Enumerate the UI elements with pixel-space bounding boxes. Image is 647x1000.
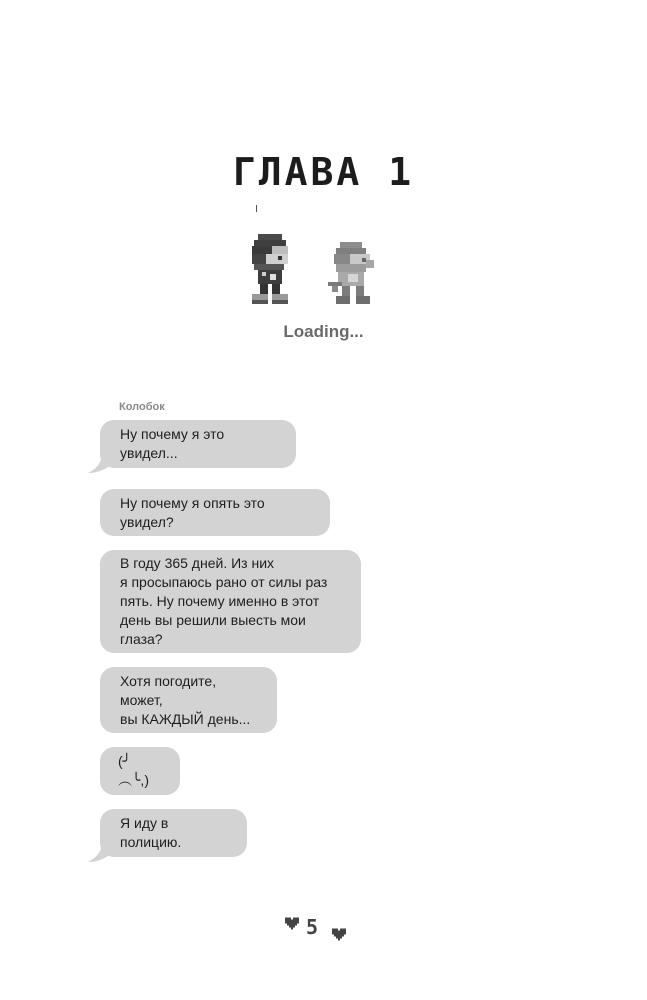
chat-bubble-text: (╯︵╰,) bbox=[118, 753, 149, 788]
chat-bubble bbox=[100, 489, 330, 536]
pixel-character-dark-icon bbox=[250, 234, 292, 310]
chapter-title: ГЛАВА 1 bbox=[232, 150, 415, 194]
chat-bubble-text: Ну почему я опять это увидел? bbox=[120, 494, 265, 530]
loading-label: Loading... bbox=[283, 322, 364, 341]
pixel-character-light-icon bbox=[326, 242, 378, 308]
chat-bubble bbox=[100, 809, 247, 857]
page-footer bbox=[0, 915, 647, 945]
divider-tick bbox=[256, 205, 257, 212]
chat-bubble bbox=[100, 747, 180, 795]
sender-name: Колобок bbox=[119, 401, 165, 413]
page-number: 5 bbox=[306, 915, 319, 939]
heart-icon bbox=[332, 928, 346, 941]
heart-icon bbox=[285, 917, 299, 930]
chat-bubble-text: В году 365 дней. Из них я просыпаюсь рано от силы раз пять. Ну почему именно в этот день вы решили выесть мои глаза? bbox=[120, 555, 328, 647]
chat-bubble bbox=[100, 550, 361, 653]
chat-bubble-text: Хотя погодите, может, вы КАЖДЫЙ день... bbox=[120, 672, 251, 727]
chat-bubble-text: Я иду в полицию. bbox=[120, 815, 182, 850]
chat-bubble bbox=[100, 667, 277, 733]
chat-bubble bbox=[100, 420, 296, 468]
chat-bubble-text: Ну почему я это увидел... bbox=[120, 426, 225, 461]
